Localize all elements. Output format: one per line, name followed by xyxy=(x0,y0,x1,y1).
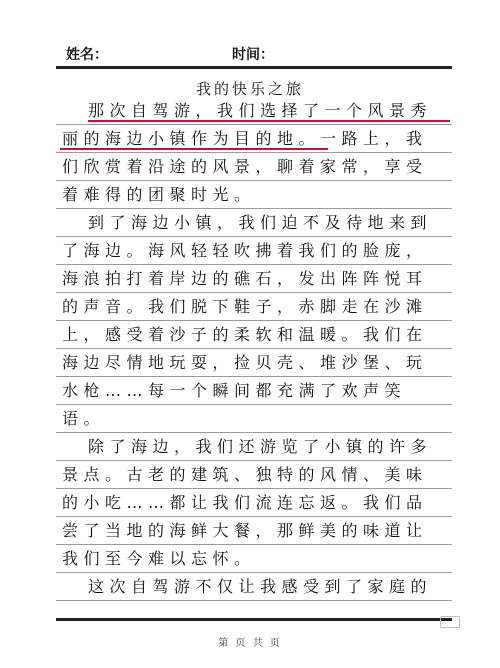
ruled-line xyxy=(56,208,452,209)
ruled-line xyxy=(56,488,452,489)
essay-line: 了海边。海风轻轻吹拂着我们的脸庞， xyxy=(62,241,428,260)
ruled-line xyxy=(56,600,452,601)
essay-line: 海边尽情地玩耍，捡贝壳、堆沙堡、玩 xyxy=(62,353,428,372)
essay-line: 那次自驾游，我们选择了一个风景秀 xyxy=(88,101,433,120)
red-underline xyxy=(88,120,450,122)
ruled-line xyxy=(56,376,452,377)
name-label: 姓名： xyxy=(66,47,108,63)
ruled-line xyxy=(56,460,452,461)
essay-line: 景点。古老的建筑、独特的风情、美味 xyxy=(62,465,428,484)
essay-line: 尝了当地的海鲜大餐，那鲜美的味道让 xyxy=(62,521,428,540)
essay-title: 我的快乐之旅 xyxy=(195,80,304,98)
red-underline xyxy=(60,148,328,150)
essay-line: 着难得的团聚时光。 xyxy=(62,185,256,204)
essay-line: 海浪拍打着岸边的礁石，发出阵阵悦耳 xyxy=(62,269,428,288)
ruled-line xyxy=(56,180,452,181)
essay-line: 丽的海边小镇作为目的地。一路上，我 xyxy=(62,129,428,148)
essay-line: 这次自驾游不仅让我感受到了家庭的 xyxy=(88,577,433,596)
ruled-line xyxy=(56,432,452,433)
essay-line: 语。 xyxy=(62,409,106,428)
ruled-line xyxy=(56,236,452,237)
footer-rule xyxy=(56,618,452,621)
essay-line: 到了海边小镇，我们迫不及待地来到 xyxy=(88,213,433,232)
essay-line: 的声音。我们脱下鞋子，赤脚走在沙滩 xyxy=(62,297,428,316)
ruled-line xyxy=(56,516,452,517)
ruled-line xyxy=(56,320,452,321)
page-footer: 第 页 共 页 xyxy=(218,638,282,649)
ruled-line xyxy=(56,544,452,545)
ruled-line xyxy=(56,572,452,573)
ruled-line xyxy=(56,292,452,293)
essay-line: 除了海边，我们还游览了小镇的许多 xyxy=(88,437,433,456)
essay-line: 上，感受着沙子的柔软和温暖。我们在 xyxy=(62,325,428,344)
essay-line: 我们至今难以忘怀。 xyxy=(62,549,256,568)
essay-line: 们欣赏着沿途的风景，聊着家常，享受 xyxy=(62,157,428,176)
essay-line: 水枪……每一个瞬间都充满了欢声笑 xyxy=(62,381,407,400)
ruled-line xyxy=(56,124,452,125)
scan-mark-icon xyxy=(440,616,460,628)
essay-line: 的小吃……都让我们流连忘返。我们品 xyxy=(62,493,428,512)
time-label: 时间： xyxy=(232,47,274,63)
ruled-line xyxy=(56,348,452,349)
ruled-line xyxy=(56,264,452,265)
ruled-line xyxy=(56,404,452,405)
ruled-line xyxy=(56,152,452,153)
